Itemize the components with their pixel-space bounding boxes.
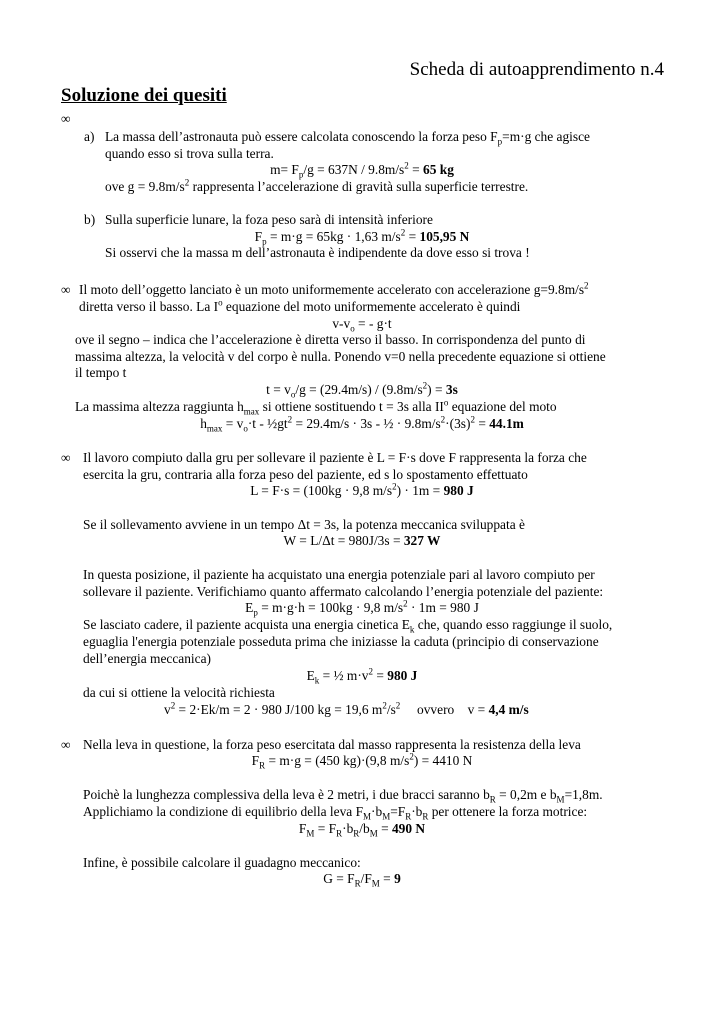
q2-line5: il tempo t: [75, 365, 127, 380]
item-label-a: a): [84, 129, 95, 144]
q1-b-line2: Si osservi che la massa m dell’astronauta è indipendente da dove esso si trova !: [105, 245, 530, 260]
q2-line6: La massima altezza raggiunta $h_{max}$ si ottiene sostituendo t = 3s alla $II^o$ equazione del moto: [75, 397, 557, 417]
q2-equation1: $v-v_o$ = - g·t: [332, 316, 392, 334]
q4-line4: Infine, è possibile calcolare il guadagno meccanico:: [83, 855, 361, 870]
q3-line4: In questa posizione, il paziente ha acquistato una energia potenziale pari al lavoro compiuto per: [83, 567, 595, 582]
q2-line4: massima altezza, la velocità v del corpo è nulla. Ponendo v=0 nella precedente equazione si ottiene: [75, 349, 606, 364]
q3-line9: da cui si ottiene la velocità richiesta: [83, 685, 275, 700]
bullet-symbol: ∞: [61, 737, 71, 752]
bullet-symbol: ∞: [61, 450, 71, 465]
q4-line3: Applichiamo la condizione di equilibrio della leva $F_M\cdot b_M=F_R\cdot b_R$ per ottenere la forza motrice:: [83, 804, 588, 822]
q1-b-line1: Sulla superficie lunare, la foza peso sarà di intensità inferiore: [105, 212, 433, 227]
q3-equation2: W = L/Δt = 980J/3s = 327 W: [283, 533, 441, 548]
bullet-symbol: ∞: [61, 282, 71, 297]
q3-line6: Se lasciato cadere, il paziente acquista una energia cinetica $E_k$ che, quando esso raggiunge il suolo,: [83, 617, 613, 635]
q1-a-line2: quando esso si trova sulla terra.: [105, 146, 274, 161]
q2-equation2: $t = v_o/g = (29.4m/s) / (9.8m/s^2) = 3s$: [266, 380, 458, 400]
q2-line3: ove il segno – indica che l’accelerazione è diretta verso il basso. In corrispondenza del punto di: [75, 332, 586, 347]
q1-a-line3: ove $g = 9.8m/s^2$ rappresenta l’accelerazione di gravità sulla superficie terrestre.: [105, 177, 529, 194]
q3-line1: Il lavoro compiuto dalla gru per sollevare il paziente è L = F·s dove F rappresenta la forza che: [83, 450, 587, 465]
q3-equation1: L = F·s = (100kg · 9,8 $m/s^2) \cdot 1m = 980$ J: [250, 481, 474, 498]
q2-equation3: $h_{max} = v_o\cdot t$ - $\frac{1}{2}gt^2 = 29.4m/s \cdot 3s$ - ½ · $9.8m/s^2\cdot(3s)^2 = 44.1m$: [200, 414, 524, 434]
q3-line8: dell’energia meccanica): [83, 651, 211, 666]
q1-a-equation: $m= F_p/g = 637N / 9.8m/s^2 = 65$ kg: [270, 160, 454, 180]
q3-equation4: $E_k$ = ½ $m\cdot v^2 = 980$ J: [306, 666, 418, 686]
document-title: Scheda di autoapprendimento n.4: [409, 59, 664, 80]
q4-line1: Nella leva in questione, la forza peso esercitata dal masso rappresenta la resistenza della leva: [83, 737, 581, 752]
q2-line1: Il moto dell’oggetto lanciato è un moto uniformemente accelerato con accelerazione $g=9.8m/s^2$: [79, 280, 589, 297]
q4-equation3: $G = F_R/F_M = 9$: [323, 871, 401, 889]
q3-line2: esercita la gru, contraria alla forza peso del paziente, ed s lo spostamento effettuato: [83, 467, 528, 482]
q4-equation1: $F_R = m\cdot g = (450$ kg)·(9,8 $m/s^2) = 4410$ N: [251, 751, 473, 771]
q3-line5: sollevare il paziente. Verifichiamo quanto affermato calcolando l’energia potenziale del paziente:: [83, 584, 604, 599]
q4-equation2: $F_M = F_R\cdot b_R/b_M = 490$ N: [298, 821, 426, 839]
q3-equation5: $v^2 = 2\cdot Ek/m = 2 \cdot 980$ J/100 kg = 19,6 $m^2/s^2$ ovvero v = 4,4 m/s: [164, 700, 529, 717]
bullet-symbol: ∞: [61, 111, 71, 126]
q2-line2: diretta verso il basso. La $I^o$ equazione del moto uniformemente accelerato è quindi: [79, 297, 521, 314]
q4-line2: Poichè la lunghezza complessiva della leva è 2 metri, i due bracci saranno $b_R = 0,2m$ e $b_M=1,8m$.: [83, 787, 603, 805]
q3-line7: eguaglia l'energia potenziale posseduta prima che iniziasse la caduta (principio di conservazione: [83, 634, 599, 649]
q3-equation3: $E_p = m\cdot g\cdot h = 100kg \cdot 9,8$ $m/s^2 \cdot 1m = 980$ J: [245, 598, 479, 618]
q1-a-line1: La massa dell’astronauta può essere calcolata conoscendo la forza peso $F_p=m\cdot g$ che agisce: [105, 129, 590, 147]
q3-line3: Se il sollevamento avviene in un tempo Δt = 3s, la potenza meccanica sviluppata è: [83, 517, 525, 532]
item-label-b: b): [84, 212, 96, 227]
section-title: Soluzione dei quesiti: [61, 85, 227, 106]
q1-b-equation: $F_p = m\cdot g = 65kg \cdot 1,63$ $m/s^2 = 105,95$ N: [254, 227, 470, 247]
